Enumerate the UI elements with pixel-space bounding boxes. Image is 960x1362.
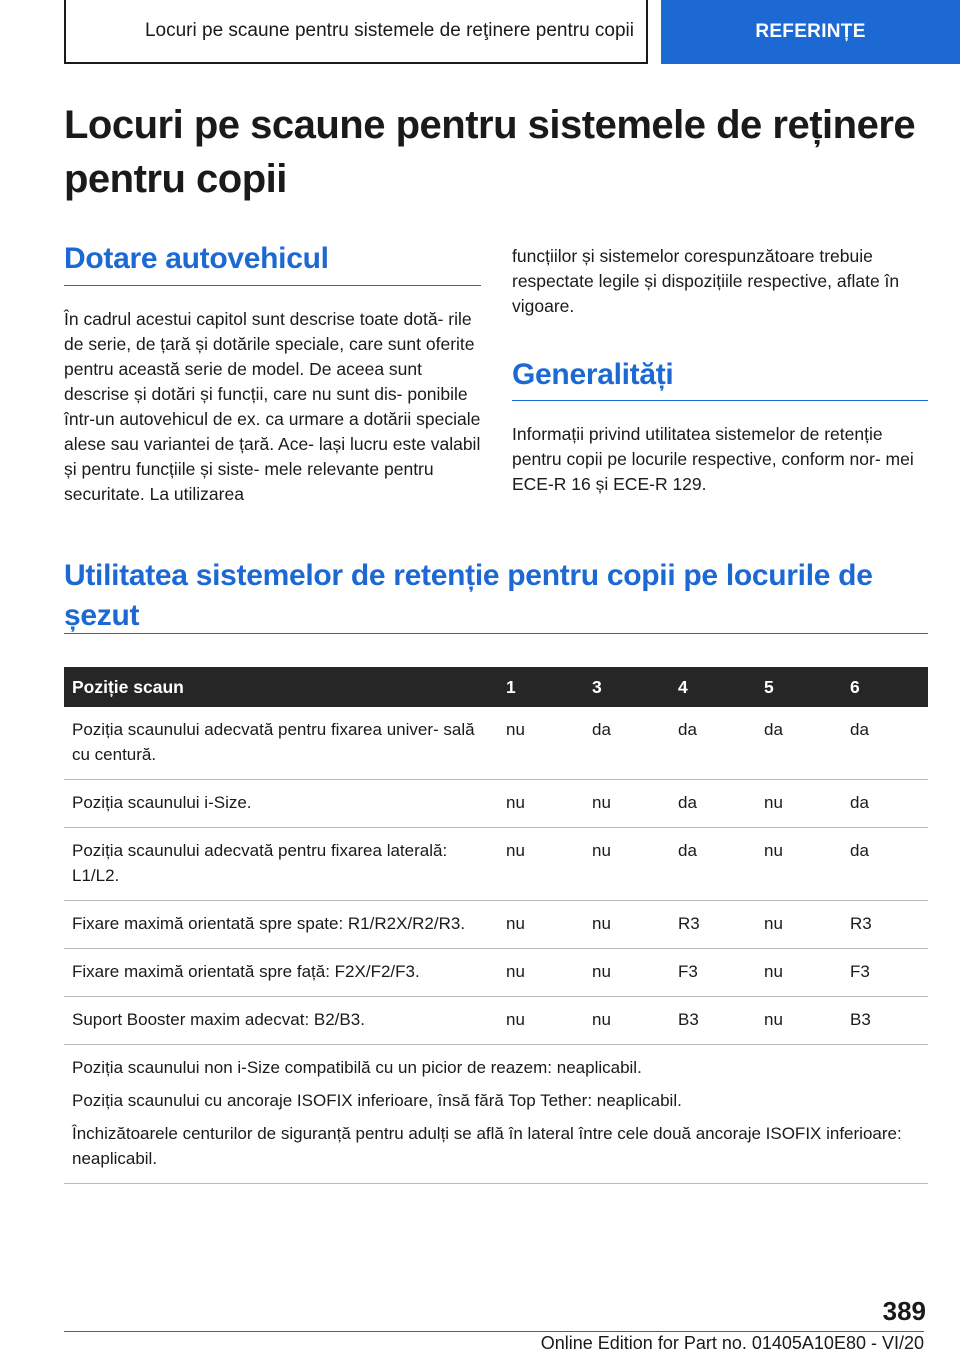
table-cell: F3 <box>842 949 928 997</box>
section-title-generalitati: Generalități <box>512 358 674 391</box>
chapter-header <box>64 0 648 64</box>
footer-rule <box>64 1331 924 1332</box>
table-cell: nu <box>498 828 584 901</box>
table-cell-label: Poziția scaunului adecvată pentru fixarea laterală: L1/L2. <box>64 828 498 901</box>
table-note: Poziția scaunului cu ancoraje ISOFIX inferioare, însă fără Top Tether: neaplicabil. <box>72 1091 682 1110</box>
table-row <box>64 901 928 949</box>
section-text-dotare: În cadrul acestui capitol sunt descrise toate dotă‐ rile de serie, de țară și dotările speciale, care sunt oferite pentru această serie de model. De aceea sunt descrise și dotări și funcții, care nu sunt dis‐ ponibile într-un autovehicul de ex. ca urmare a dotării speciale alese sau variantei de țară. Ace‐ lași lucru este valabil și pentru funcțiile și siste‐ mele relevante pentru securitate. La utilizarea <box>64 309 481 504</box>
table-cell: da <box>756 707 842 780</box>
table-row <box>64 780 928 828</box>
table-row <box>64 707 928 780</box>
table-notes-row <box>64 1045 928 1184</box>
table-cell: nu <box>584 901 670 949</box>
table-cell: nu <box>756 828 842 901</box>
table-cell: nu <box>584 949 670 997</box>
table-cell: nu <box>756 997 842 1045</box>
table-cell: da <box>842 707 928 780</box>
table-note: Poziția scaunului non i-Size compatibilă cu un picior de reazem: neaplicabil. <box>72 1058 642 1077</box>
table-row <box>64 828 928 901</box>
table-cell-label: Poziția scaunului i-Size. <box>64 780 498 828</box>
section-rule-generalitati <box>512 400 928 401</box>
table-cell: B3 <box>842 997 928 1045</box>
table-cell: nu <box>756 901 842 949</box>
table-cell-label: Fixare maximă orientată spre spate: R1/R2X/R2/R3. <box>64 901 498 949</box>
section-rule-utilitatea <box>64 633 928 634</box>
table-cell-label: Fixare maximă orientată spre față: F2X/F2/F3. <box>64 949 498 997</box>
footer-edition: Online Edition for Part no. 01405A10E80 - VI/20 <box>540 1333 924 1353</box>
table-note: Închizătoarele centurilor de siguranță pentru adulți se află în lateral între cele două ancoraje ISOFIX inferioare: neaplicabil. <box>72 1124 902 1168</box>
table-cell: nu <box>756 949 842 997</box>
table-cell: nu <box>584 997 670 1045</box>
table-cell: da <box>670 828 756 901</box>
table-cell: da <box>670 780 756 828</box>
table-cell: nu <box>498 949 584 997</box>
table-header-seat-5: 5 <box>756 667 842 707</box>
section-rule-dotare <box>64 285 481 286</box>
table-cell: R3 <box>670 901 756 949</box>
table-cell-label: Poziția scaunului adecvată pentru fixarea univer‐ sală cu centură. <box>64 707 498 780</box>
table-cell: da <box>842 780 928 828</box>
table-header-row <box>64 667 928 707</box>
chapter-title: Locuri pe scaune pentru sistemele de reţinere pentru copii <box>144 20 634 41</box>
section-title-dotare: Dotare autovehicul <box>64 242 329 275</box>
table-cell: nu <box>498 997 584 1045</box>
table-cell-label: Suport Booster maxim adecvat: B2/B3. <box>64 997 498 1045</box>
table-header-position: Poziție scaun <box>64 667 498 707</box>
page-number: 389 <box>882 1296 926 1326</box>
table-cell: nu <box>498 901 584 949</box>
table-header-seat-6: 6 <box>842 667 928 707</box>
section-text-generalitati: Informații privind utilitatea sistemelor de retenție pentru copii pe locurile respective, conform nor‐ mei ECE-R 16 și ECE-R 129. <box>512 424 914 494</box>
table-cell: nu <box>584 828 670 901</box>
table-header-seat-4: 4 <box>670 667 756 707</box>
table-header-seat-1: 1 <box>498 667 584 707</box>
seat-positions-table <box>64 667 928 1184</box>
table-row <box>64 949 928 997</box>
table-notes <box>64 1045 928 1184</box>
section-text-dotare-continuation: funcțiilor și sistemelor corespunzătoare trebuie respectate legile și dispozițiile respective, aflate în vigoare. <box>512 246 900 316</box>
table-cell: nu <box>584 780 670 828</box>
table-cell: F3 <box>670 949 756 997</box>
table-cell: da <box>842 828 928 901</box>
page-title: Locuri pe scaune pentru sistemele de reținere pentru copii <box>64 103 916 201</box>
table-cell: nu <box>756 780 842 828</box>
table-cell: nu <box>498 707 584 780</box>
table-cell: da <box>584 707 670 780</box>
table-header-seat-3: 3 <box>584 667 670 707</box>
table-row <box>64 997 928 1045</box>
table-cell: R3 <box>842 901 928 949</box>
section-tab-label: REFERINȚE <box>755 21 866 42</box>
table-cell: B3 <box>670 997 756 1045</box>
section-tab[interactable] <box>661 0 960 64</box>
table-cell: nu <box>498 780 584 828</box>
table-cell: da <box>670 707 756 780</box>
section-title-utilitatea: Utilitatea sistemelor de retenție pentru copii pe locurile de șezut <box>64 559 873 632</box>
